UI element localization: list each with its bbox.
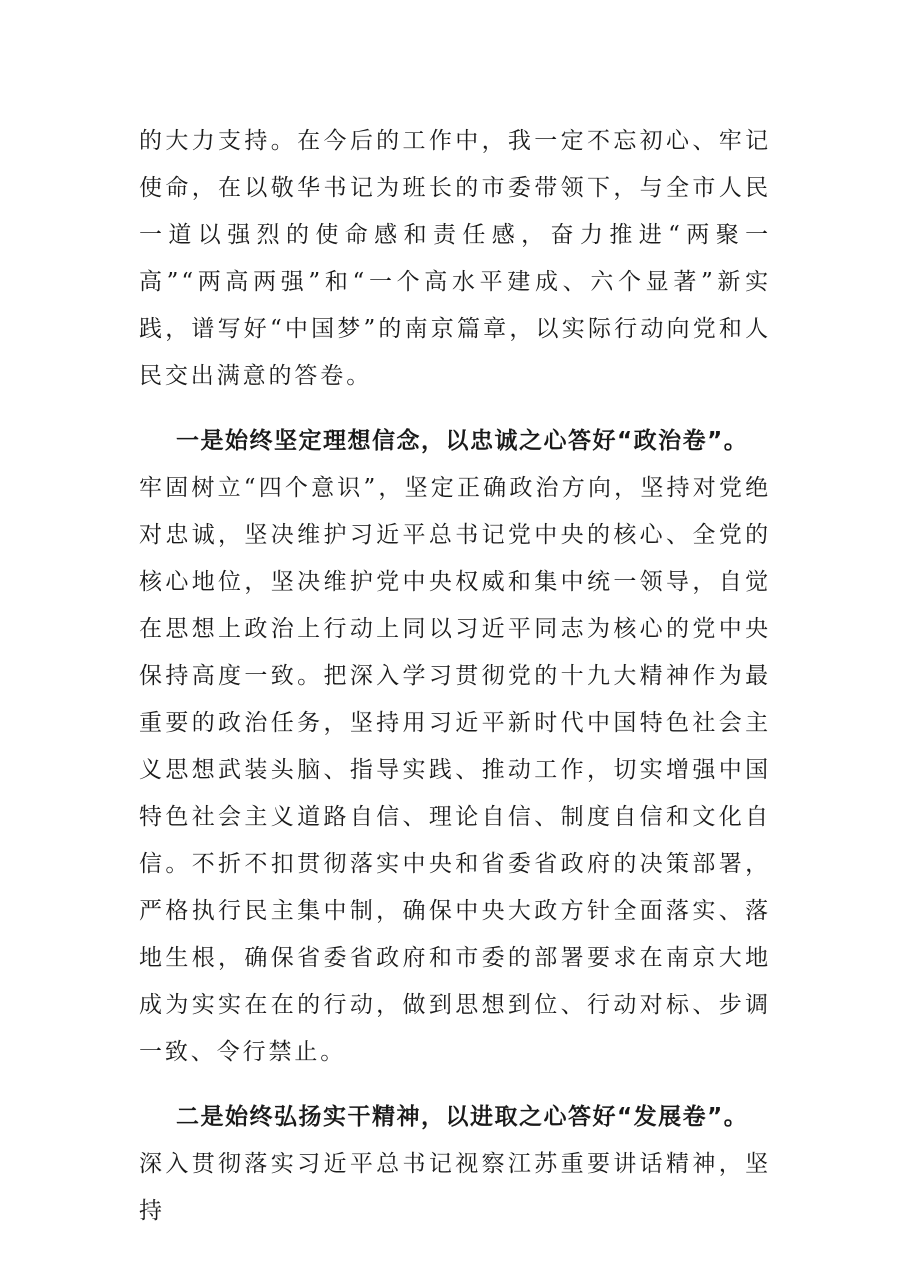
intro-paragraph: 的大力支持。在今后的工作中，我一定不忘初心、牢记使命，在以敬华书记为班长的市委带领下，与全市人民一道以强烈的使命感和责任感，奋力推进“两聚一高”“两高两强”和“一个高水平建成、六个显著”新实践，谱写好“中国梦”的南京篇章，以实际行动向党和人民交出满意的答卷。 <box>139 128 771 389</box>
section-2-heading: 二是始终弘扬实干精神，以进取之心答好“发展卷”。 <box>176 1104 749 1130</box>
paragraph-spacer <box>139 400 771 418</box>
paragraph-spacer <box>139 1076 771 1094</box>
section-1-heading: 一是始终坚定理想信念，以忠诚之心答好“政治卷”。 <box>176 428 749 454</box>
document-page <box>139 118 771 1235</box>
section-2-body: 深入贯彻落实习近平总书记视察江苏重要讲话精神，坚持 <box>139 1151 771 1224</box>
section-1-body: 牢固树立“四个意识”，坚定正确政治方向，坚持对党绝对忠诚，坚决维护习近平总书记党中央的核心、全党的核心地位，坚决维护党中央权威和集中统一领导，自觉在思想上政治上行动上同以习近平同志为核心的党中央保持高度一致。把深入学习贯彻党的十九大精神作为最重要的政治任务，坚持用习近平新时代中国特色社会主义思想武装头脑、指导实践、推动工作，切实增强中国特色社会主义道路自信、理论自信、制度自信和文化自信。不折不扣贯彻落实中央和省委省政府的决策部署，严格执行民主集中制，确保中央大政方针全面落实、落地生根，确保省委省政府和市委的部署要求在南京大地成为实实在在的行动，做到思想到位、行动对标、步调一致、令行禁止。 <box>139 475 771 1065</box>
